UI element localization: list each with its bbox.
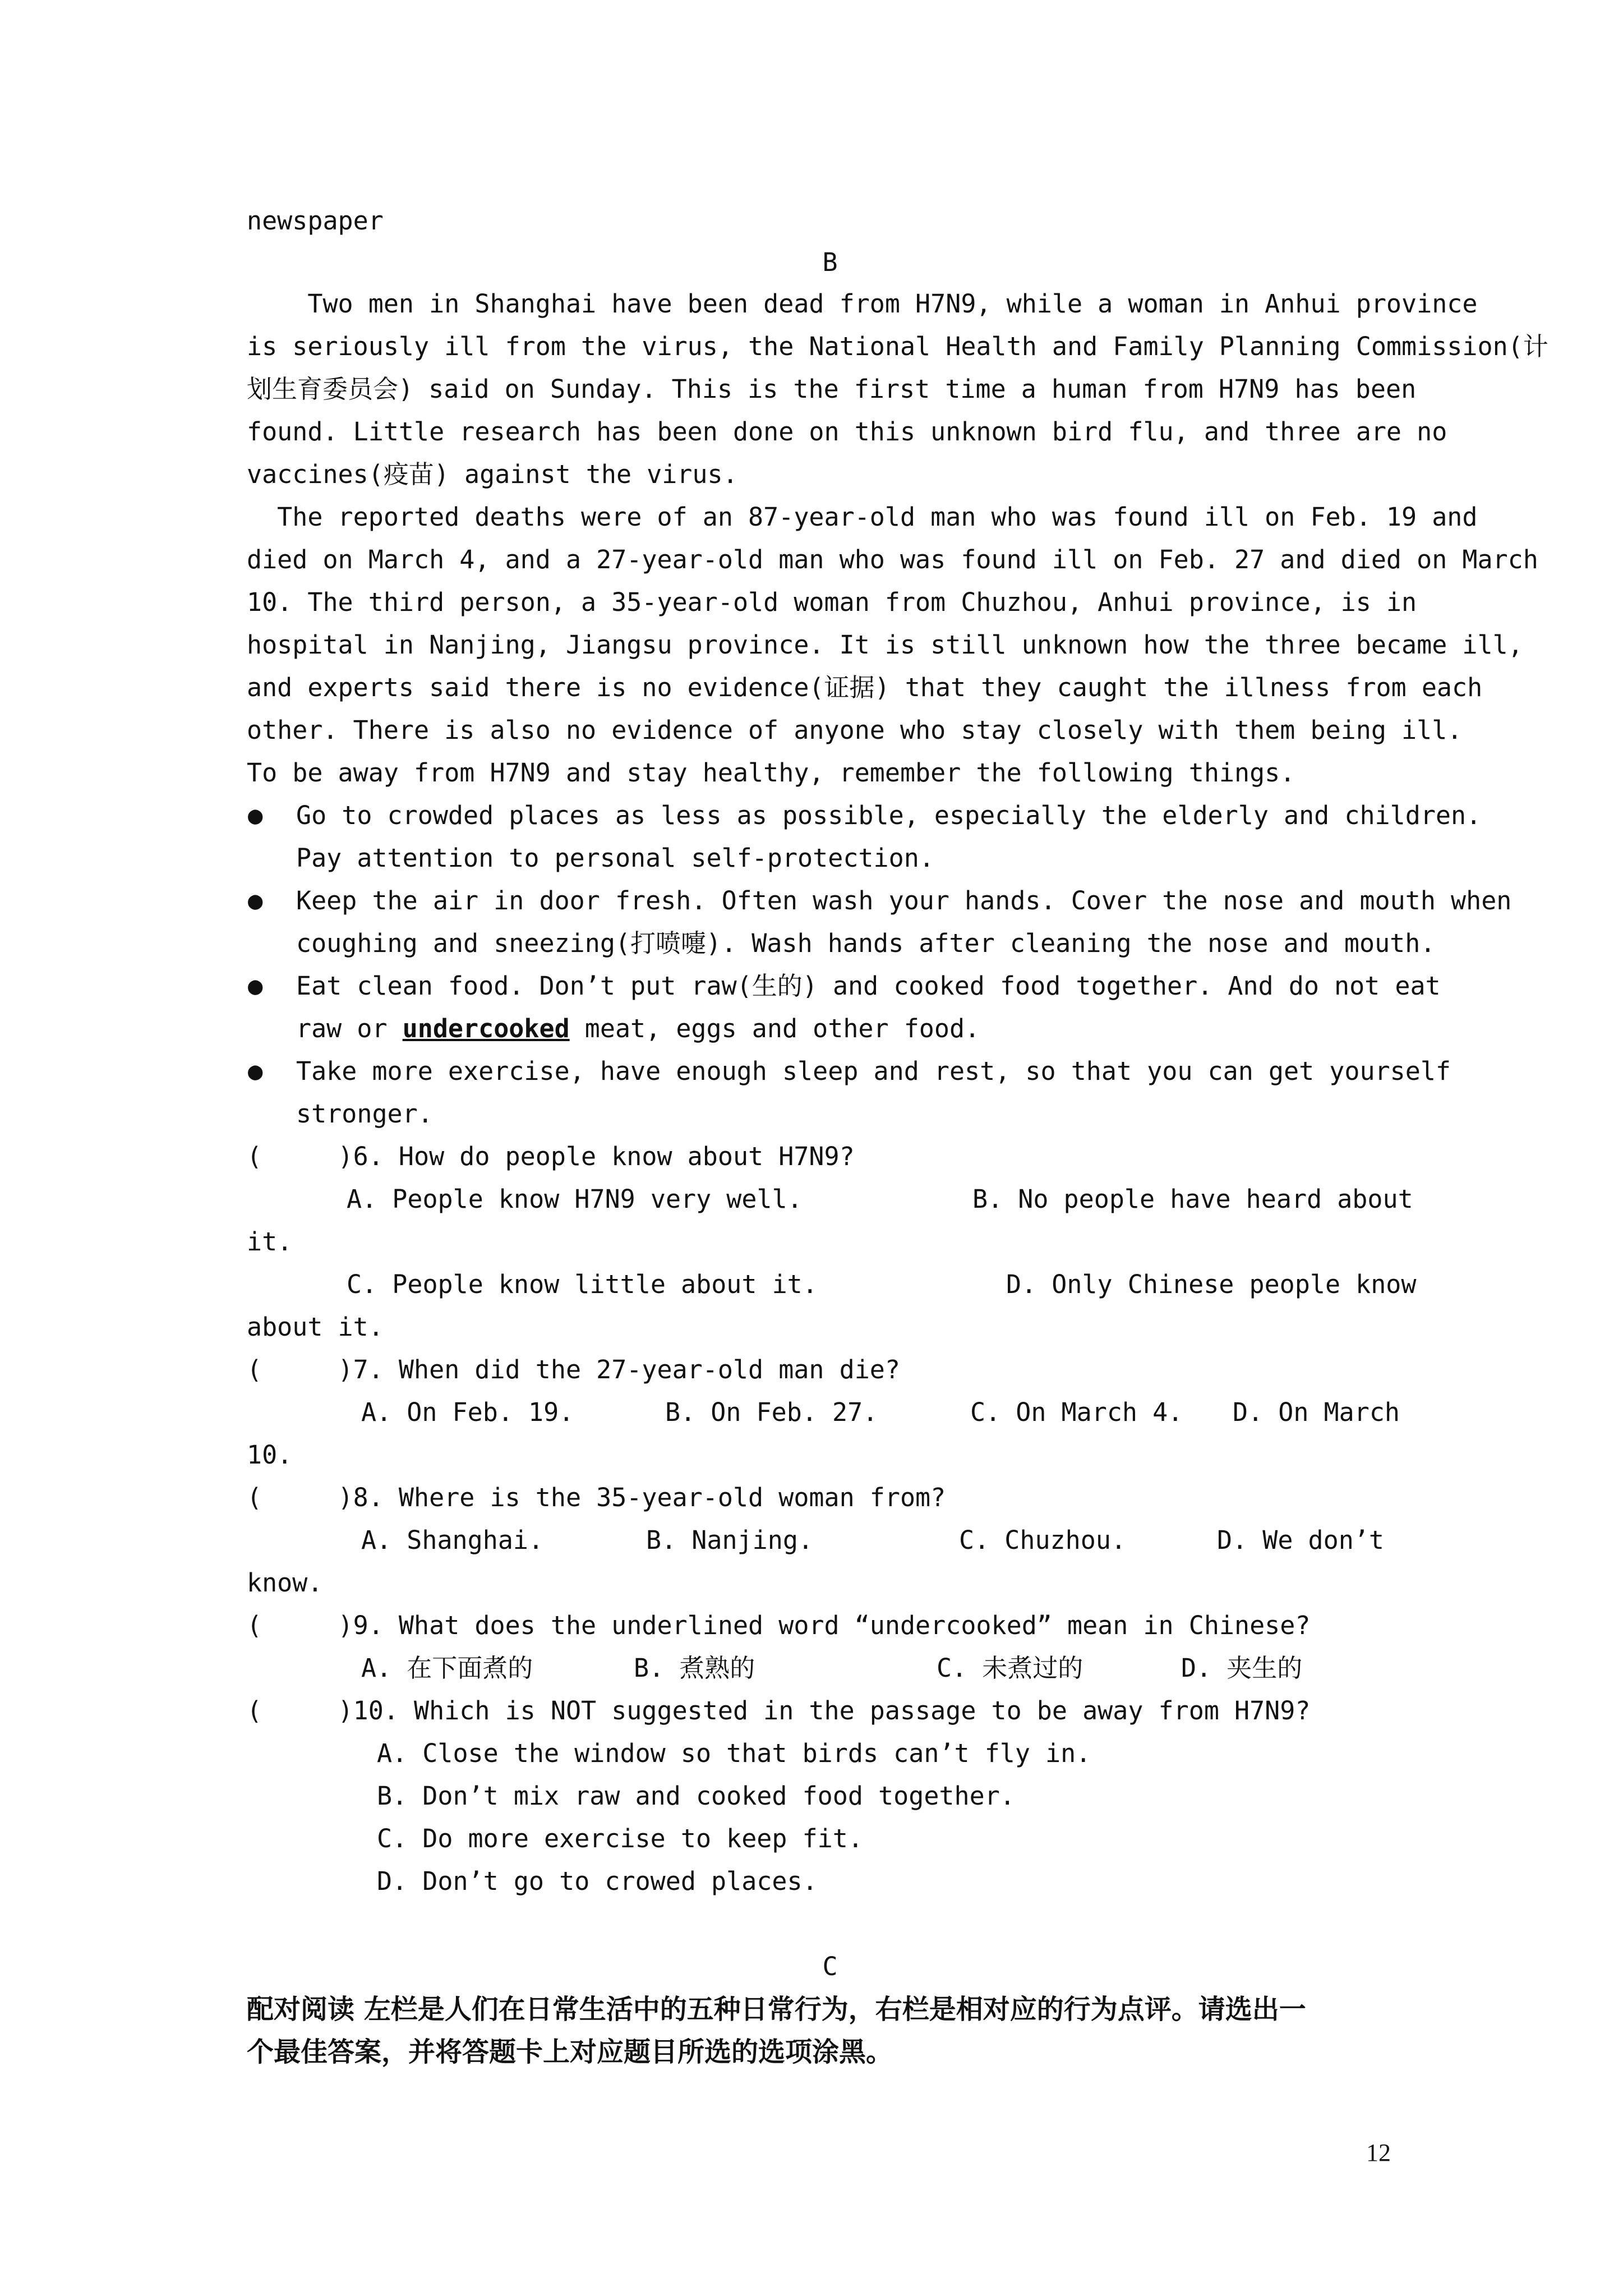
question-6-option-a: A. People know H7N9 very well. (347, 1184, 803, 1214)
bullet-text: Go to crowded places as less as possible, especially the elderly and children. (296, 800, 1482, 830)
question-7-stem: ( )7. When did the 27-year-old man die? (247, 1355, 900, 1384)
underlined-word: undercooked (402, 1014, 570, 1043)
section-c-instruction: 个最佳答案，并将答题卡上对应题目所选的选项涂黑。 (247, 2036, 893, 2068)
question-7-option-a: A. On Feb. 19. (361, 1397, 574, 1427)
question-6-option-b-wrap: it. (247, 1227, 293, 1257)
paragraph-2-line: hospital in Nanjing, Jiangsu province. It is still unknown how the three became ill, (247, 630, 1523, 660)
question-8-stem: ( )8. Where is the 35-year-old woman from? (247, 1483, 946, 1512)
section-c-instruction: 配对阅读 左栏是人们在日常生活中的五种日常行为，右栏是相对应的行为点评。请选出一 (247, 1994, 1306, 2025)
bullet-text: stronger. (296, 1099, 433, 1129)
paragraph-2-line: To be away from H7N9 and stay healthy, remember the following things. (247, 758, 1295, 788)
paragraph-2-line: 10. The third person, a 35-year-old woman from Chuzhou, Anhui province, is in (247, 587, 1417, 617)
bullet-icon: ● (248, 972, 263, 1000)
paragraph-1-line: found. Little research has been done on this unknown bird flu, and three are no (247, 417, 1447, 447)
question-9-option-b: B. 煮熟的 (634, 1653, 755, 1683)
question-7-option-c: C. On March 4. (970, 1397, 1183, 1427)
paragraph-2-line: died on March 4, and a 27-year-old man who was found ill on Feb. 27 and died on March (247, 545, 1538, 574)
paragraph-1-line: Two men in Shanghai have been dead from H7N9, while a woman in Anhui province (247, 289, 1478, 319)
question-10-option: D. Don’t go to crowed places. (377, 1866, 818, 1896)
paragraph-2-line: The reported deaths were of an 87-year-old man who was found ill on Feb. 19 and (247, 502, 1478, 532)
bullet-text: Eat clean food. Don’t put raw(生的) and cooked food together. And do not eat (296, 971, 1441, 1001)
question-9-option-c: C. 未煮过的 (937, 1653, 1083, 1683)
question-7-option-b: B. On Feb. 27. (665, 1397, 878, 1427)
bullet-text: Pay attention to personal self-protection. (296, 843, 934, 873)
question-8-option-d-wrap: know. (247, 1568, 323, 1598)
question-10-option: A. Close the window so that birds can’t fly in. (377, 1738, 1091, 1768)
bullet-text: Keep the air in door fresh. Often wash your hands. Cover the nose and mouth when (296, 886, 1512, 915)
bullet-text: coughing and sneezing(打喷嚏). Wash hands after cleaning the nose and mouth. (296, 928, 1436, 958)
bullet-icon: ● (248, 886, 263, 915)
question-8-option-a: A. Shanghai. (361, 1525, 544, 1555)
paragraph-1-line: vaccines(疫苗) against the virus. (247, 459, 738, 489)
paragraph-2-line: other. There is also no evidence of anyone who stay closely with them being ill. (247, 715, 1463, 745)
question-9-option-a: A. 在下面煮的 (361, 1653, 533, 1683)
question-10-option: C. Do more exercise to keep fit. (377, 1824, 863, 1853)
paragraph-1-line: is seriously ill from the virus, the National Health and Family Planning Commission(计 (247, 332, 1548, 361)
question-9-option-d: D. 夹生的 (1181, 1653, 1303, 1683)
question-6-option-d-wrap: about it. (247, 1312, 384, 1342)
bullet-text: Take more exercise, have enough sleep and rest, so that you can get yourself (296, 1056, 1451, 1086)
question-6-option-d: D. Only Chinese people know (1006, 1269, 1417, 1299)
question-9-stem: ( )9. What does the underlined word “undercooked” mean in Chinese? (247, 1611, 1311, 1640)
paragraph-2-line: and experts said there is no evidence(证据) that they caught the illness from each (247, 673, 1483, 702)
question-6-stem: ( )6. How do people know about H7N9? (247, 1142, 855, 1171)
question-8-option-d: D. We don’t (1217, 1525, 1385, 1555)
paragraph-1-line: 划生育委员会) said on Sunday. This is the first time a human from H7N9 has been (247, 374, 1417, 404)
question-7-option-d-wrap: 10. (247, 1440, 293, 1470)
bullet-text-post: meat, eggs and other food. (569, 1014, 980, 1043)
page-number: 12 (1366, 2139, 1391, 2166)
question-8-option-c: C. Chuzhou. (959, 1525, 1127, 1555)
question-6-option-c: C. People know little about it. (347, 1269, 818, 1299)
section-b-label: B (822, 247, 838, 277)
bullet-text (296, 1012, 980, 1046)
question-8-option-b: B. Nanjing. (646, 1525, 814, 1555)
section-c-label: C (822, 1952, 838, 1981)
header-word: newspaper (247, 206, 384, 236)
bullet-text-pre: raw or (296, 1014, 403, 1043)
bullet-icon: ● (248, 1057, 263, 1085)
question-7-option-d: D. On March (1233, 1397, 1400, 1427)
question-10-option: B. Don’t mix raw and cooked food together. (377, 1781, 1015, 1811)
question-6-option-b: B. No people have heard about (972, 1184, 1413, 1214)
bullet-icon: ● (248, 801, 263, 830)
question-10-stem: ( )10. Which is NOT suggested in the passage to be away from H7N9? (247, 1696, 1311, 1726)
